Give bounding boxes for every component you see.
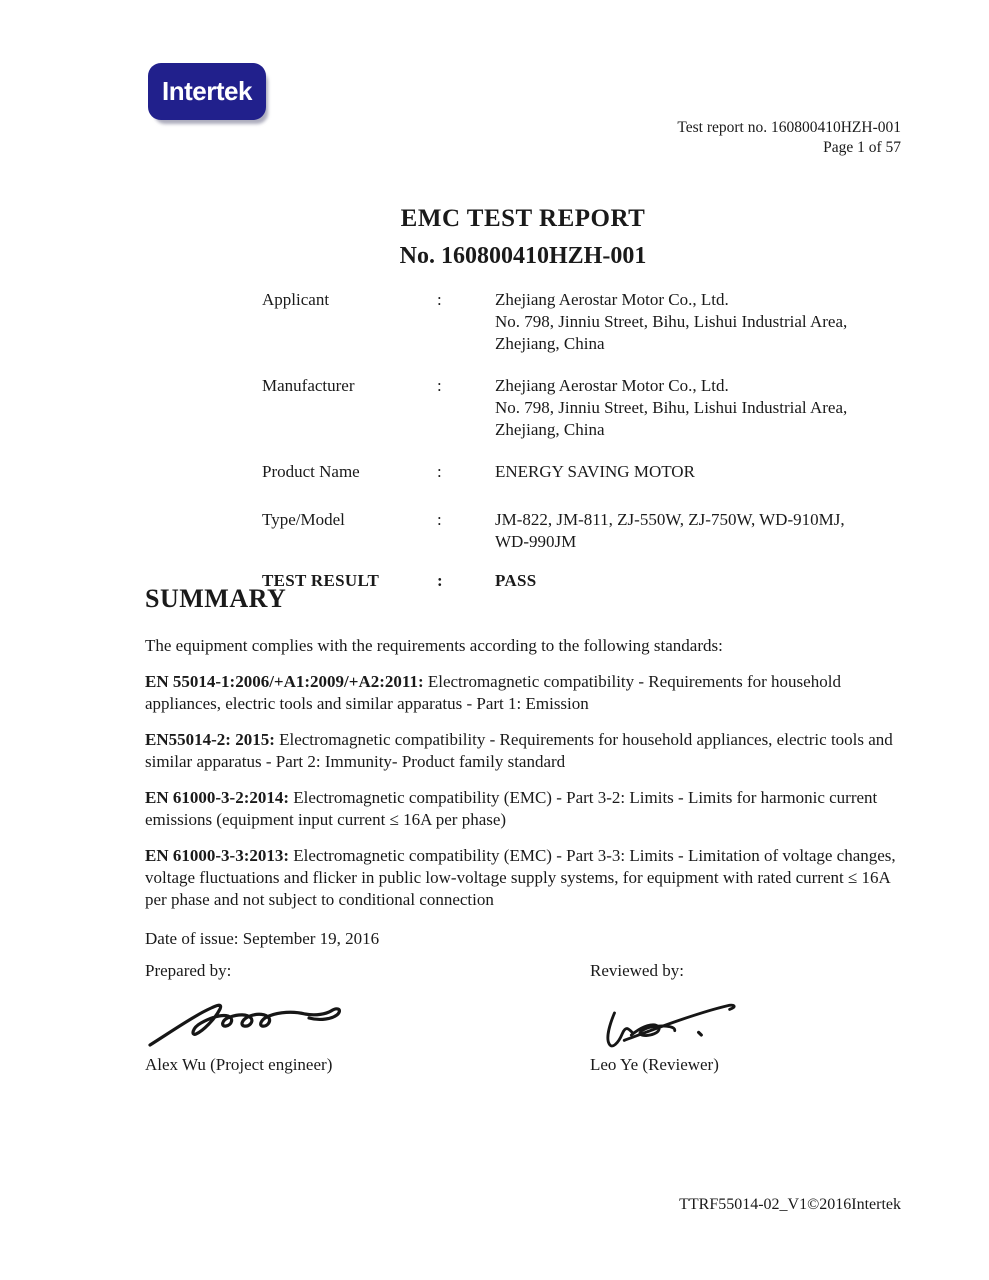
standard-description: Electromagnetic compatibility (EMC) - Part 3-2: Limits - Limits for harmonic current emissions (equipment input current ≤ 16A per phase) [145, 788, 878, 829]
standard-description: Electromagnetic compatibility (EMC) - Part 3-3: Limits - Limitation of voltage changes, voltage fluctuations and flicker in public low-voltage supply systems, for equipment with rated current ≤ 16A per phase and not subject to conditional connection [145, 846, 896, 909]
report-number: Test report no. 160800410HZH-001 [677, 119, 901, 136]
value-line: Zhejiang, China [495, 334, 605, 353]
reviewed-by-name: Leo Ye (Reviewer) [590, 1055, 719, 1074]
prepared-by-label: Prepared by: [145, 961, 232, 980]
field-colon: : [437, 510, 442, 529]
field-label: Product Name [262, 462, 360, 481]
field-value [495, 509, 904, 553]
report-fields [262, 289, 904, 592]
title-line-2: No. 160800410HZH-001 [399, 243, 647, 269]
value-line: No. 798, Jinniu Street, Bihu, Lishui Industrial Area, [495, 398, 848, 417]
standard-paragraph-en55014-1 [145, 671, 908, 715]
value-line: JM-822, JM-811, ZJ-550W, ZJ-750W, WD-910MJ, [495, 510, 845, 529]
value-line: PASS [495, 571, 537, 590]
header-meta [677, 118, 901, 157]
field-label: TEST RESULT [262, 571, 380, 590]
field-colon: : [437, 376, 442, 395]
field-label: Type/Model [262, 510, 345, 529]
field-colon: : [437, 290, 442, 309]
field-label: Applicant [262, 290, 330, 309]
summary-heading: SUMMARY [145, 584, 287, 613]
prepared-signature [145, 989, 360, 1051]
value-line: Zhejiang, China [495, 420, 605, 439]
value-line: Zhejiang Aerostar Motor Co., Ltd. [495, 290, 729, 309]
reviewed-signature [590, 989, 755, 1051]
field-row-applicant [262, 289, 904, 355]
value-line: ENERGY SAVING MOTOR [495, 462, 695, 481]
field-value [495, 375, 904, 441]
standard-paragraph-en55014-2 [145, 729, 908, 773]
summary-intro: The equipment complies with the requirements according to the following standards: [145, 636, 723, 655]
standard-name: EN 61000-3-2:2014: [145, 788, 290, 807]
standard-paragraph-en61000-3-2 [145, 787, 908, 831]
value-line: No. 798, Jinniu Street, Bihu, Lishui Industrial Area, [495, 312, 848, 331]
intertek-logo-text: Intertek [162, 76, 252, 106]
standard-name: EN 61000-3-3:2013: [145, 846, 290, 865]
standard-paragraph-en61000-3-3 [145, 845, 908, 911]
intertek-logo [148, 63, 266, 120]
field-label: Manufacturer [262, 376, 355, 395]
field-value [495, 461, 904, 483]
value-line: Zhejiang Aerostar Motor Co., Ltd. [495, 376, 729, 395]
standard-description: Electromagnetic compatibility - Requirements for household appliances, electric tools and similar apparatus - Part 1: Emission [145, 672, 841, 713]
page-number: Page 1 of 57 [823, 138, 901, 156]
reviewed-by-label: Reviewed by: [590, 961, 684, 980]
standard-name: EN55014-2: 2015: [145, 730, 275, 749]
field-row-type-model [262, 509, 904, 553]
reviewed-by-block [590, 961, 920, 1075]
footer-document-code: TTRF55014-02_V1©2016Intertek [679, 1196, 901, 1213]
field-row-manufacturer [262, 375, 904, 441]
field-colon: : [437, 462, 442, 481]
title-line-1: EMC TEST REPORT [400, 205, 646, 232]
standard-description: Electromagnetic compatibility - Requirements for household appliances, electric tools and similar apparatus - Part 2: Immunity- Product family standard [145, 730, 893, 771]
value-line: WD-990JM [495, 532, 577, 551]
standard-name: EN 55014-1:2006/+A1:2009/+A2:2011: [145, 672, 424, 691]
field-colon: : [437, 571, 443, 590]
prepared-by-name: Alex Wu (Project engineer) [145, 1055, 333, 1074]
summary-section [145, 584, 908, 950]
date-of-issue: Date of issue: September 19, 2016 [145, 929, 380, 948]
prepared-by-block [145, 961, 575, 1075]
field-value [495, 289, 904, 355]
document-title [145, 205, 901, 270]
field-row-product-name [262, 461, 904, 483]
